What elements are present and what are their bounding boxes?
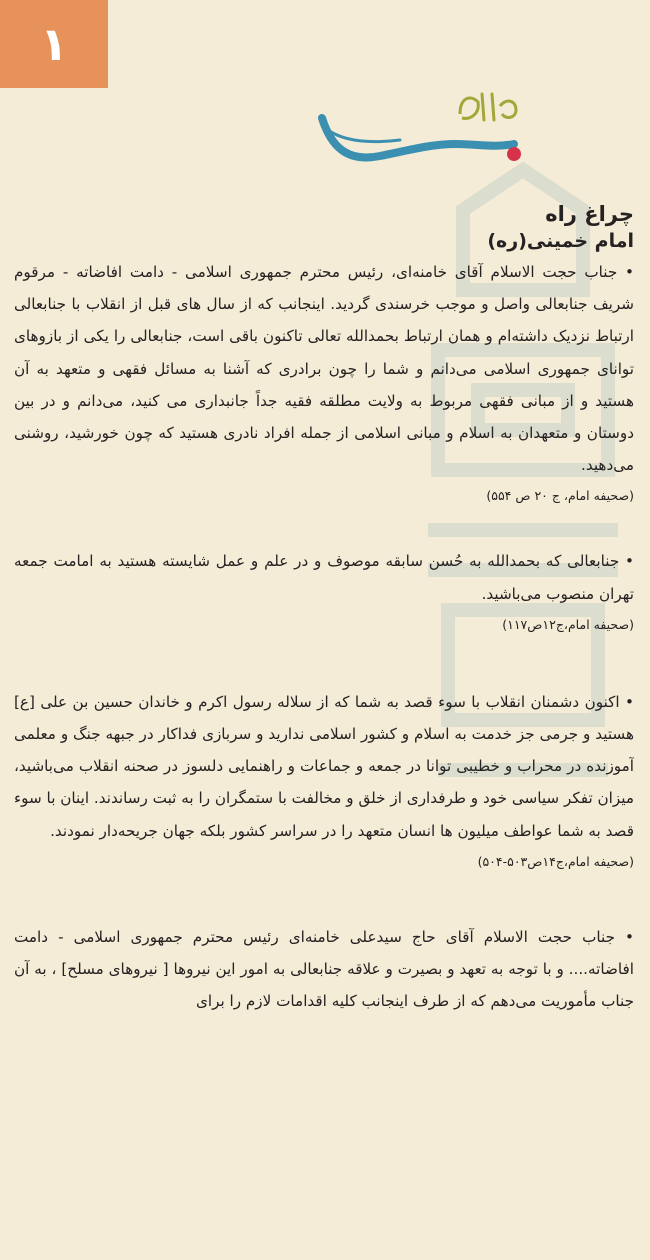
quote-citation: (صحیفه امام،ج۱۲ص۱۱۷) xyxy=(502,616,634,632)
section-title: چراغ راه xyxy=(545,202,634,226)
quote-text: • جناب حجت الاسلام آقای حاج سیدعلی خامنه‌ای رئیس محترم جمهوری اسلامی - دامت افاضاته.... و با توجه به تعهد و بصیرت و علاقه جنابعالی به امور این نیروها [ نیروهای مسلح] ، به آن جناب مأموریت می‌دهم که از طرف اینجانب کلیه اقدامات لازم را برای xyxy=(14,927,634,1011)
quote-citation: (صحیفه امام،ج۱۴ص۵۰۳-۵۰۴) xyxy=(477,853,634,869)
page-number-tab xyxy=(0,0,108,88)
content-column xyxy=(14,200,634,1260)
quote-text: • جناب حجت الاسلام آقای خامنه‌ای، رئیس محترم جمهوری اسلامی - دامت افاضاته - مرقوم شریف جنابعالی واصل و موجب خرسندی گردید. اینجانب که از سال های قبل از انقلاب با جنابعالی ارتباط نزدیک داشته‌ام و همان ارتباط بحمدالله تعالی تاکنون باقی است، جنابعالی را یکی از بازوهای توانای جمهوری اسلامی می‌دانم و شما را چون برادری که آشنا به مسائل فقهی و متعهد به آن هستید و از مبانی فقهی مربوط به ولایت مطلقه فقیه جداً جانبداری می کنید، می‌دانم و در بین دوستان و متعهدان به اسلام و مبانی اسلامی از جمله افراد نادری هستید که چون خورشید، روشنی می‌دهید. xyxy=(14,263,634,475)
quote-text: • جنابعالی که بحمدالله به حُسن سابقه موصوف و در علم و عمل شایسته هستید به امامت جمعه تهران منصوب می‌باشید. xyxy=(14,552,634,603)
quote-citation: (صحیفه امام، ج ۲۰ ص ۵۵۴) xyxy=(486,488,634,504)
bismillah-calligraphy-icon xyxy=(310,84,540,174)
section-subtitle: امام خمینی(ره) xyxy=(487,230,634,252)
quote-block xyxy=(14,921,634,1018)
quote-text: • اکنون دشمنان انقلاب با سوء قصد به شما که از سلاله رسول اکرم و خاندان حسین بن علی [ع] هستید و جرمی جز خدمت به اسلام و کشور اسلامی ندارید و سربازی فداکار در جبهه جنگ و معلمی آموزنده در محراب و خطیبی توانا در جمعه و جماعات و راهنمایی دلسوز در صحنه انقلاب می‌باشید، میزان تفکر سیاسی خود و طرفداری از خلق و مخالفت با ستمگران را به ثبت رساندند. اینان با سوء قصد به شما عواطف میلیون ها انسان متعهد را در سراسر کشور بلکه جهان جریحه‌دار نمودند. xyxy=(14,692,634,840)
quote-block xyxy=(14,686,634,873)
page-number: ۱ xyxy=(39,17,69,71)
quote-block xyxy=(14,256,634,507)
quote-block xyxy=(14,545,634,635)
